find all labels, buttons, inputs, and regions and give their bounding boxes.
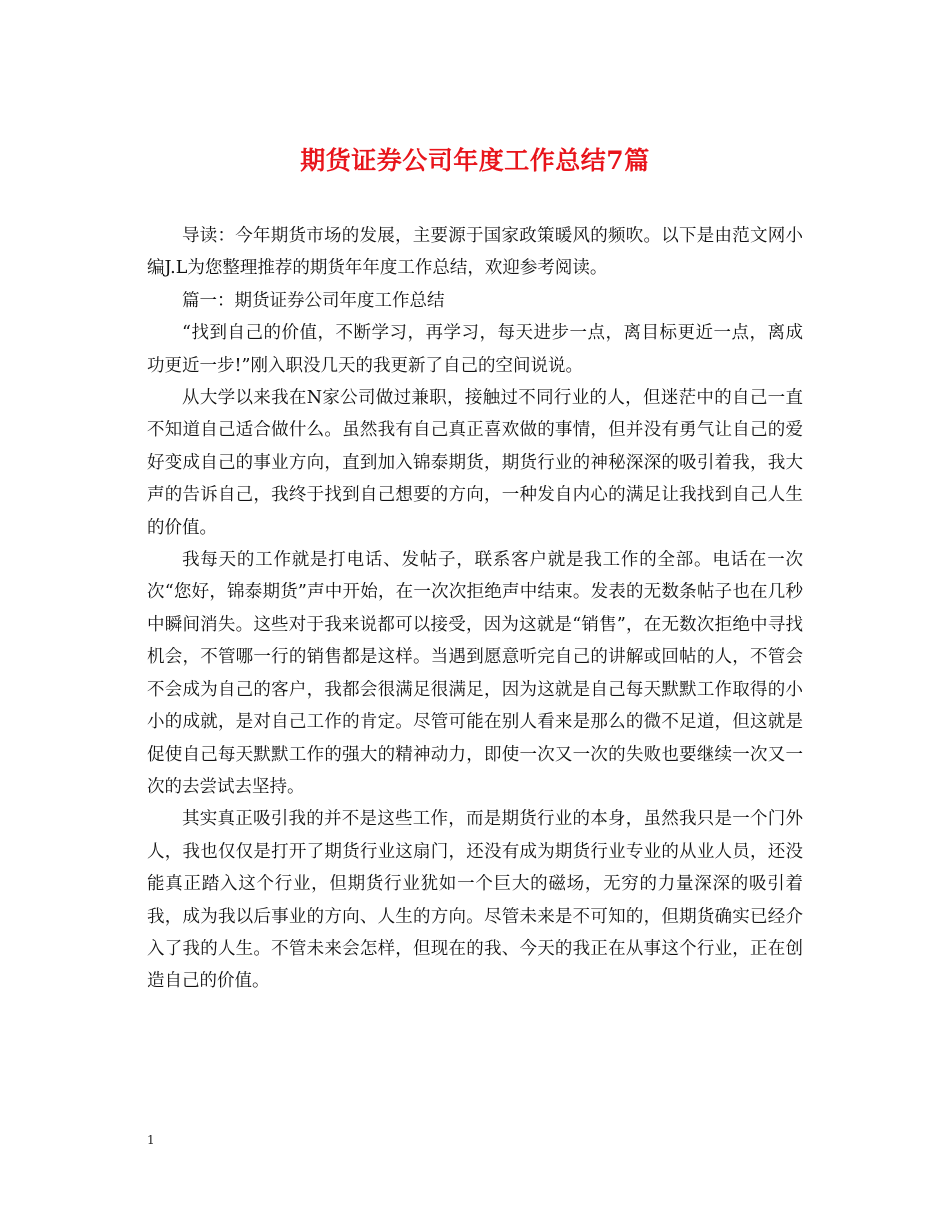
section-heading: 篇一：期货证券公司年度工作总结	[182, 290, 445, 311]
intro-paragraph: 导读：今年期货市场的发展，主要源于国家政策暖风的频吹。以下是由范文网小编J.L为您整理推荐的期货年年度工作总结，欢迎参考阅读。	[147, 226, 803, 279]
document-body	[147, 220, 803, 998]
page-number: 1	[147, 1133, 155, 1147]
document-title: 期货证券公司年度工作总结7篇	[300, 146, 650, 175]
body-paragraph: “找到自己的价值，不断学习，再学习，每天进步一点，离目标更近一点，离成功更近一步!”刚入职没几天的我更新了自己的空间说说。	[147, 323, 803, 376]
body-paragraph: 从大学以来我在N家公司做过兼职，接触过不同行业的人，但迷茫中的自己一直不知道自己适合做什么。虽然我有自己真正喜欢做的事情，但并没有勇气让自己的爱好变成自己的事业方向，直到加入锦泰期货，期货行业的神秘深深的吸引着我，我大声的告诉自己，我终于找到自己想要的方向，一种发自内心的满足让我找到自己人生的价值。	[147, 388, 803, 538]
body-paragraph: 其实真正吸引我的并不是这些工作，而是期货行业的本身，虽然我只是一个门外人，我也仅仅是打开了期货行业这扇门，还没有成为期货行业专业的从业人员，还没能真正踏入这个行业，但期货行业犹如一个巨大的磁场，无穷的力量深深的吸引着我，成为我以后事业的方向、人生的方向。尽管未来是不可知的，但期货确实已经介入了我的人生。不管未来会怎样，但现在的我、今天的我正在从事这个行业，正在创造自己的价值。	[147, 809, 803, 992]
body-paragraph: 我每天的工作就是打电话、发帖子，联系客户就是我工作的全部。电话在一次次“您好，锦泰期货”声中开始，在一次次拒绝声中结束。发表的无数条帖子也在几秒中瞬间消失。这些对于我来说都可以接受，因为这就是“销售”，在无数次拒绝中寻找机会，不管哪一行的销售都是这样。当遇到愿意听完自己的讲解或回帖的人，不管会不会成为自己的客户，我都会很满足很满足，因为这就是自己每天默默工作取得的小小的成就，是对自己工作的肯定。尽管可能在别人看来是那么的微不足道，但这就是促使自己每天默默工作的强大的精神动力，即使一次又一次的失败也要继续一次又一次的去尝试去坚持。	[147, 550, 803, 797]
